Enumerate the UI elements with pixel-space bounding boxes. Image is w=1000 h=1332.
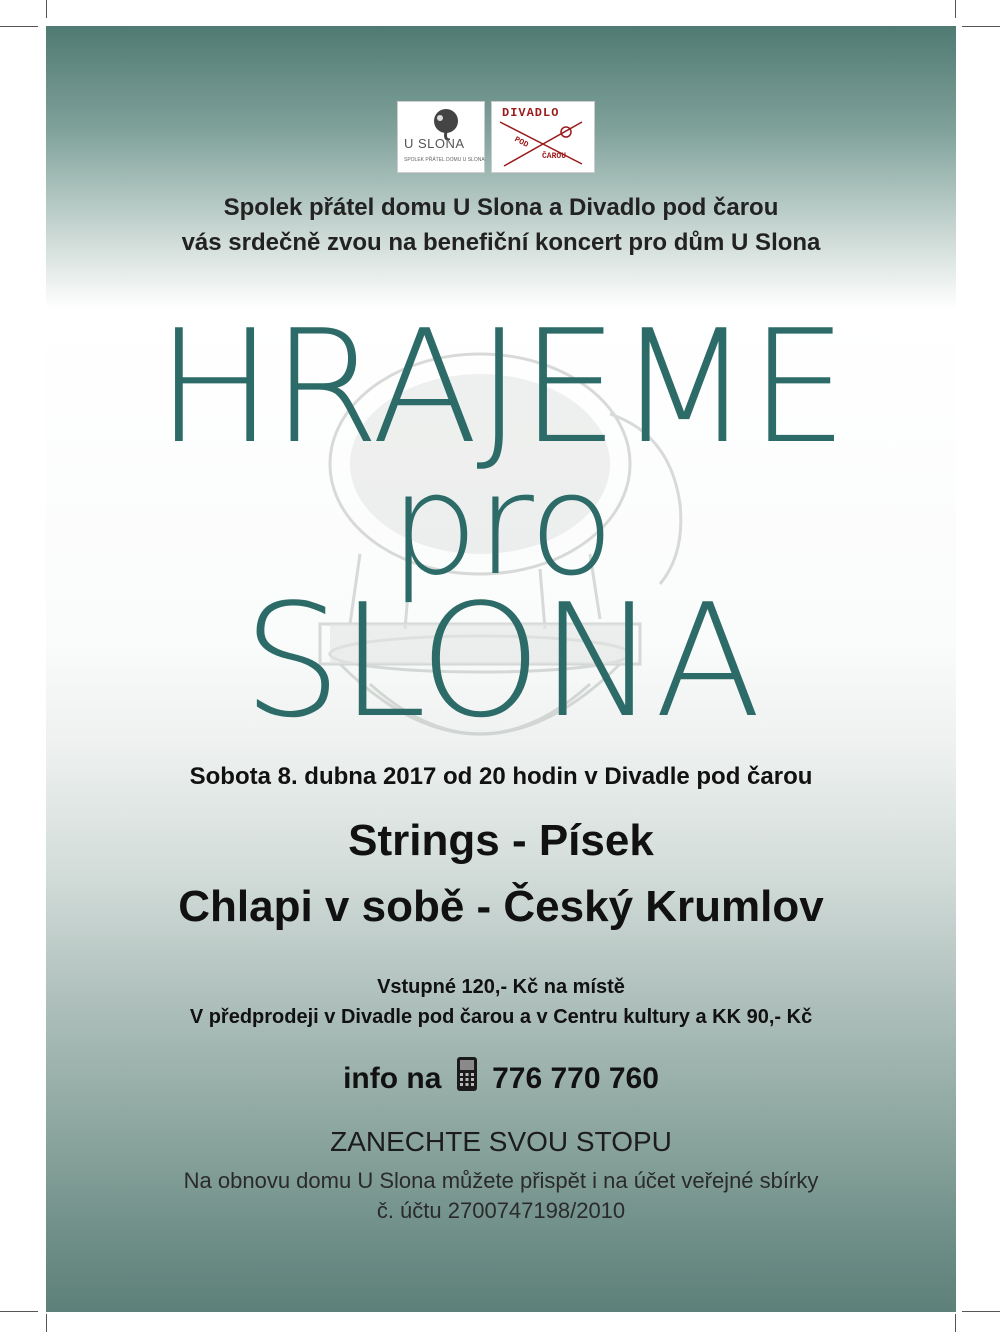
crop-mark: [955, 1314, 956, 1332]
intro-line-1: Spolek přátel domu U Slona a Divadlo pod čarou: [223, 194, 779, 221]
u-slona-logo: [397, 101, 485, 173]
mobile-phone-icon: [456, 1056, 478, 1092]
crop-mark: [955, 0, 956, 18]
logos: [397, 101, 597, 173]
poster: [46, 26, 956, 1312]
info-phone-number: 776 770 760: [492, 1062, 659, 1095]
footer-line-1: Na obnovu domu U Slona můžete přispět i na účet veřejné sbírky: [183, 1168, 819, 1193]
elephant-head-icon: [426, 106, 466, 140]
band-1: Strings - Písek: [348, 816, 654, 865]
info-label: info na: [343, 1062, 442, 1095]
info-line: [46, 1056, 956, 1096]
title-line-2: pro: [389, 444, 613, 607]
footer-line-2: č. účtu 2700747198/2010: [376, 1198, 626, 1223]
crop-mark: [0, 26, 38, 27]
crop-mark: [0, 1311, 38, 1312]
crop-mark: [962, 26, 1000, 27]
crop-mark: [962, 1311, 1000, 1312]
band-2: Chlapi v sobě - Český Krumlov: [178, 882, 824, 931]
title-line-3: SLONA: [242, 570, 760, 752]
divadlo-logo-text: DIVADLO: [502, 106, 560, 120]
crop-mark: [46, 1314, 47, 1332]
u-slona-logo-text: U SLONA: [404, 136, 465, 151]
title-line-1: HRAJEME: [156, 296, 846, 478]
divadlo-pod-carou-logo: [491, 101, 595, 173]
ticket-presale: V předprodeji v Divadle pod čarou a v Centru kultury a KK 90,- Kč: [189, 1006, 813, 1028]
divadlo-logo-carou: ČAROU: [542, 152, 567, 161]
crop-mark: [46, 0, 47, 18]
ticket-price: Vstupné 120,- Kč na místě: [377, 976, 625, 998]
divadlo-logo-pod: POD: [512, 135, 530, 150]
intro-line-2: vás srdečně zvou na benefiční koncert pro dům U Slona: [181, 229, 821, 256]
footer-heading: ZANECHTE SVOU STOPU: [330, 1126, 672, 1157]
event-date: Sobota 8. dubna 2017 od 20 hodin v Divadle pod čarou: [189, 763, 813, 790]
u-slona-logo-subtext: SPOLEK PŘÁTEL DOMU U SLONA: [404, 157, 485, 163]
